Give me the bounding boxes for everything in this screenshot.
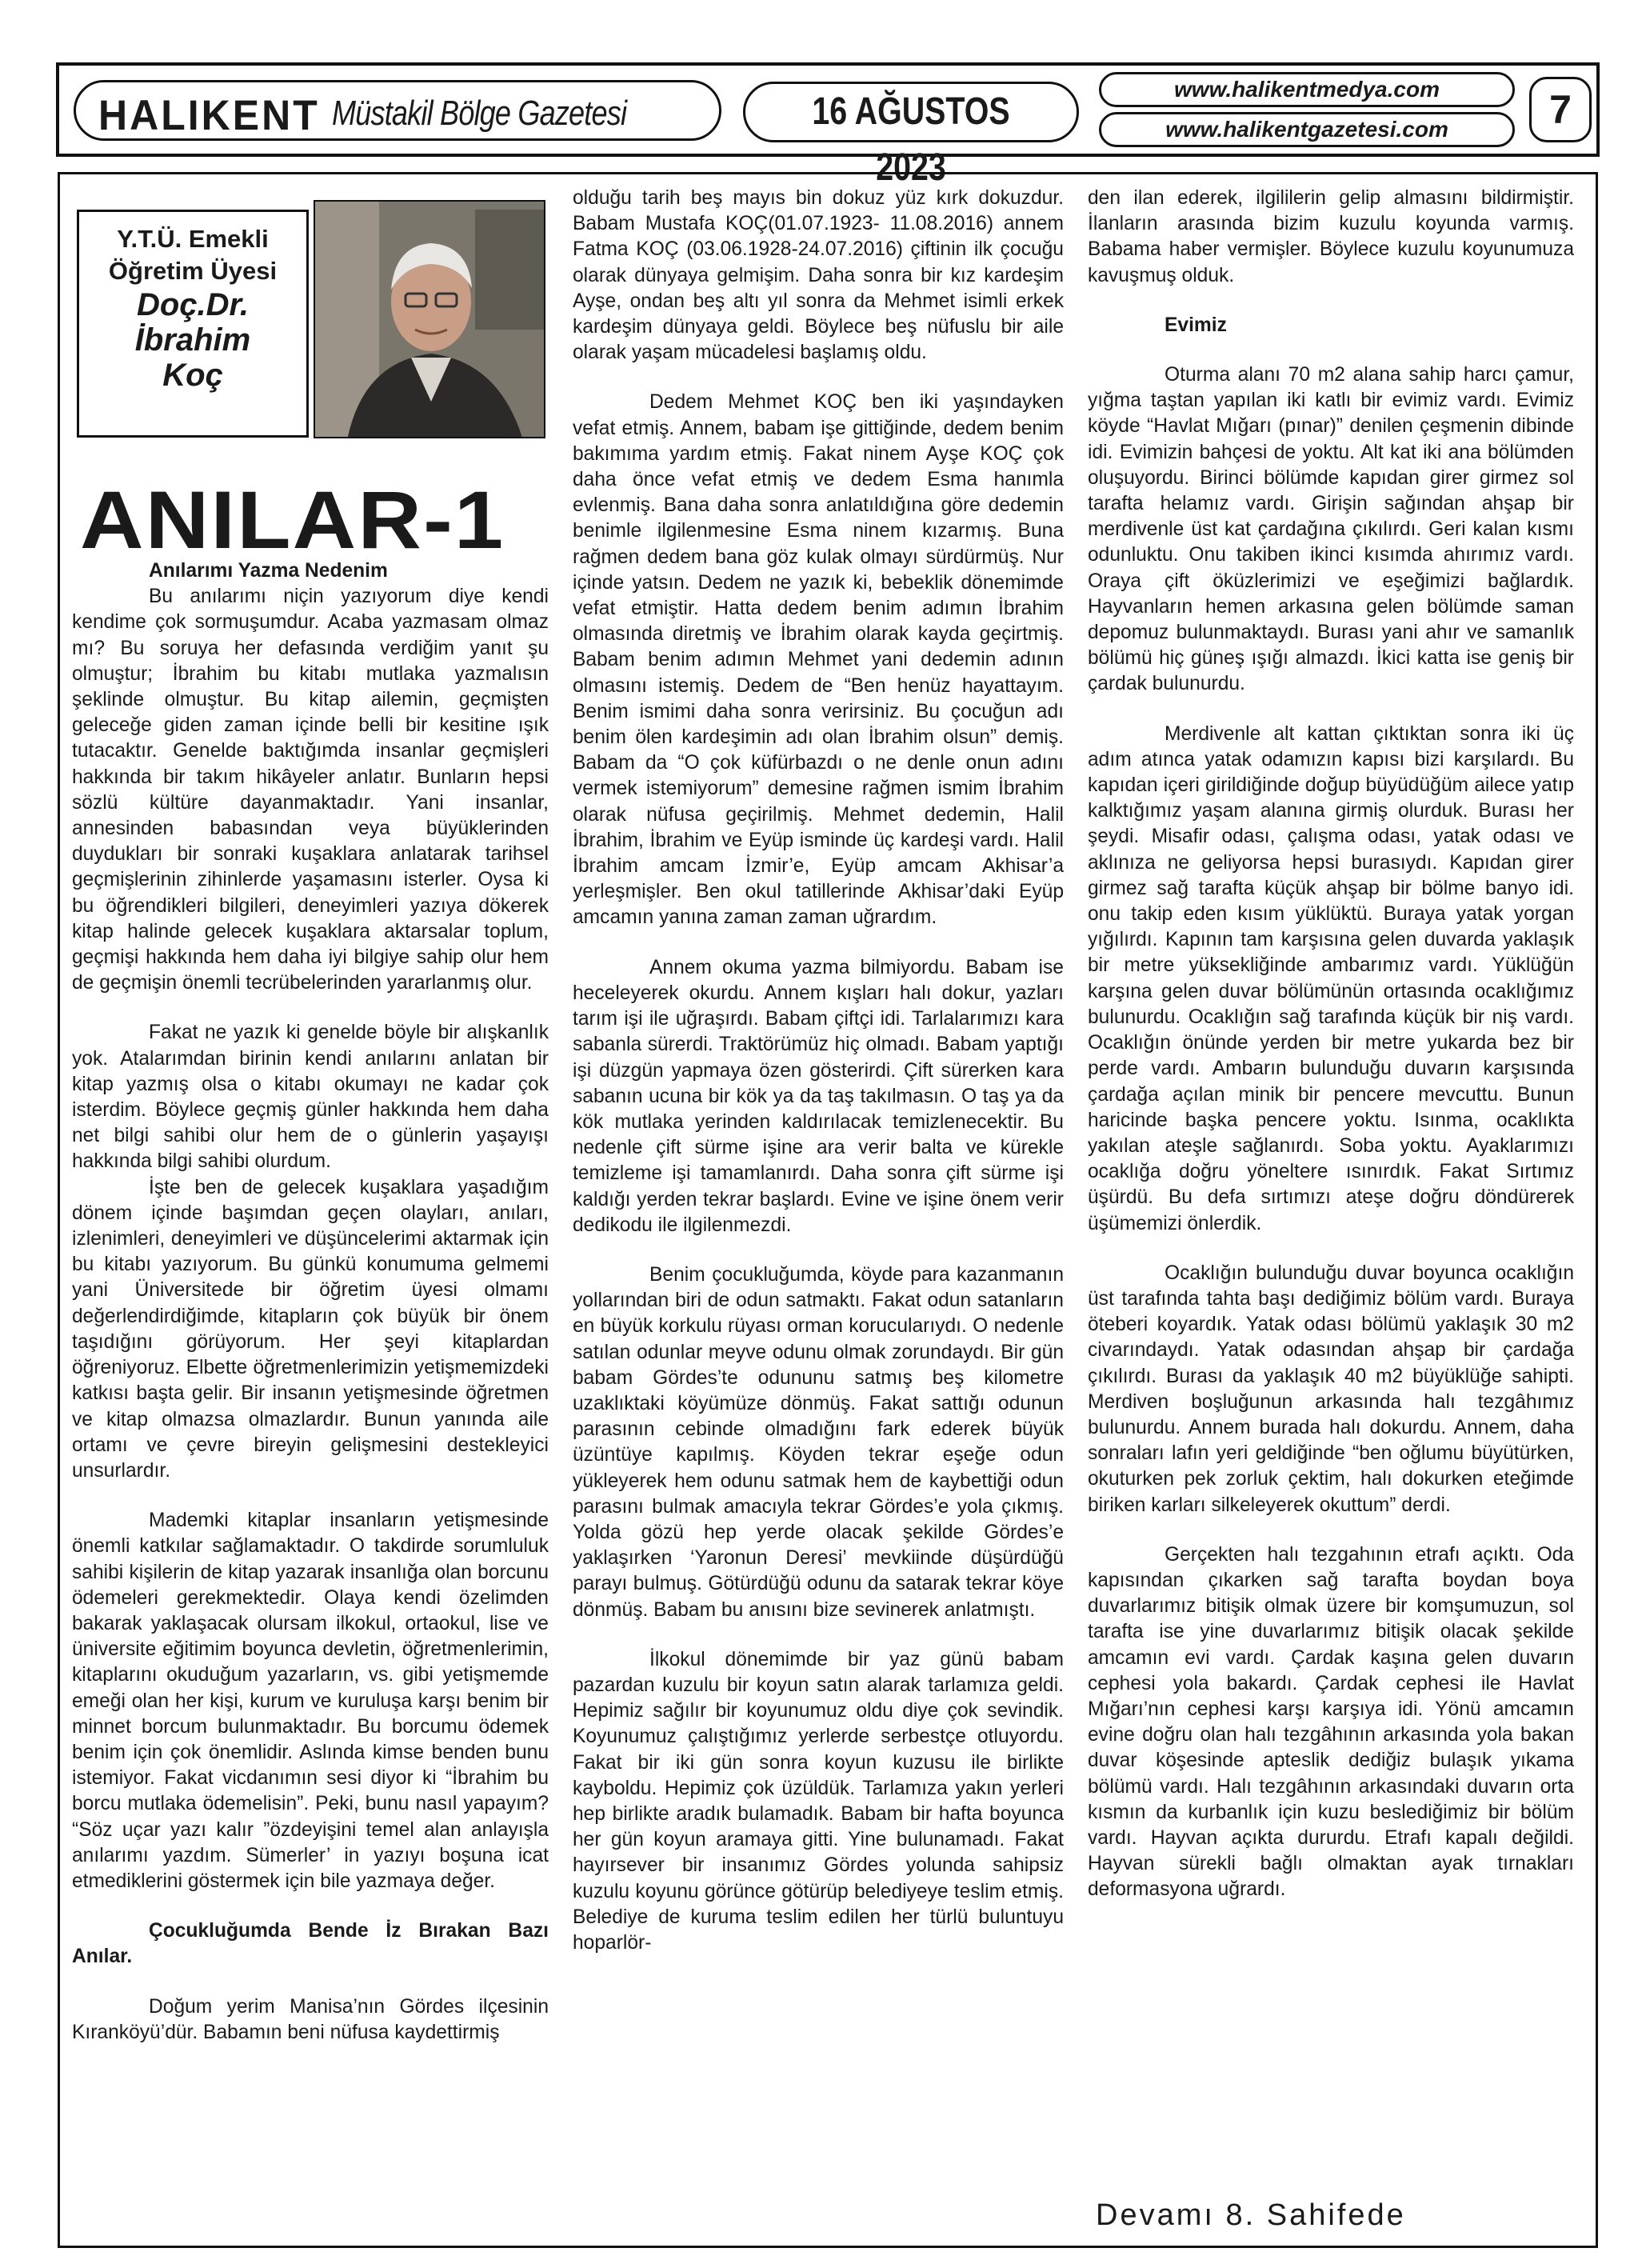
article-headline: ANILAR-1 [80,474,505,566]
author-title-1: Y.T.Ü. Emekli [117,225,269,253]
author-first-name: İbrahim [134,322,251,358]
paragraph-gap [72,1970,549,1994]
article-column-2 [573,186,1064,1956]
author-title-2: Öğretim Üyesi [108,257,278,285]
paragraph-gap [1088,1518,1574,1542]
url-box-2 [1099,112,1515,147]
paragraph-gap [72,996,549,1020]
paragraph: olduğu tarih beş mayıs bin dokuz yüz kırk dokuzdur. Babam Mustafa KOÇ(01.07.1923- 11.08.2016) annem Fatma KOÇ (03.06.1928-24.07.2016) çiftinin ilk çocuğu olarak dünyaya gelmişim. Daha sonra bir kız kardeşim Ayşe, ondan beş altı yıl sonra da Mehmet isimli erkek kardeşim dünyaya geldi. Böylece beş nüfuslu bir aile olarak yaşam mücadelesi başlamış oldu. [573,187,1064,364]
paragraph-gap [1088,338,1574,362]
paragraph: Benim çocukluğumda, köyde para kazanmanın yollarından biri de odun satmaktı. Fakat odun satanların en büyük korkulu rüyası orman korucularıydı. O nedenle satılan odunlar meyve odunu olmak zorundaydı. Bir gün babam Gördes’te odununu satmış beş kilometre uzaklıktaki köyümüze dönmüş. Fakat sattığı odunun parasının cebinde olmadığını fark ederek büyük üzüntüye kapılmış. Köyden tekrar eşeğe odun yükleyerek hem odunu satmak hem de kaybettiği odun parasını bulmak amacıyla tekrar Gördes’e yola çıkmış. Yolda gözü hep yerde olacak şekilde Gördes’e yaklaşırken ‘Yaronun Deresi’ mevkiinde düşürdüğü parayı bulmuş. Götürdüğü odunu da satarak tekrar köye dönmüş. Babam bu anısını bize sevinerek anlatmıştı. [573,1263,1064,1621]
paragraph: Ocaklığın bulunduğu duvar boyunca ocaklığın üst tarafında tahta başı dediğimiz bölüm vardı. Buraya öteberi koyardık. Yatak odası bölümü yaklaşık 30 m2 civarındaydı. Yatak odasından ahşap bir çardağa çıkılırdı. Burası da yaklaşık 40 m2 büyüklüğe sahipti. Merdiven boşluğunun arkasında halı tezgâhımız bulunurdu. Annem burada halı dokurdu. Annem, daha sonraları lafın yeri geldiğinde “ben oğlumu büyütürken, okuturken pek zorluk çektim, halı dokurken eteğimde biriken karları silkeleyerek okuttum” derdi. [1088,1262,1574,1516]
paragraph-gap [573,1238,1064,1262]
paragraph: Doğum yerim Manisa’nın Gördes ilçesinin Kıranköyü’dür. Babamın beni nüfusa kaydettirmiş [72,1995,549,2043]
masthead [56,62,1600,189]
paragraph: Evimiz [1165,314,1227,336]
paragraph: Çocukluğumda Bende İz Bırakan Bazı Anılar. [72,1920,549,1968]
paragraph-gap [573,1623,1064,1647]
paragraph-gap [1088,698,1574,722]
url-box-1 [1099,72,1515,107]
paragraph-gap [72,1894,549,1918]
issue-date: 16 AĞUSTOS 2023 [812,90,1010,189]
paragraph: den ilan ederek, ilgililerin gelip almasını bildirmiştir. İlanların arasında bizim kuzulu koyunda varmış. Babama haber vermişler. Böylece kuzulu koyunumuza kavuşmuş olduk. [1088,187,1574,286]
article-column-3 [1088,186,1574,1903]
author-box [77,210,309,438]
brand-box [74,80,721,141]
page-number: 7 [1549,87,1572,132]
paragraph: Fakat ne yazık ki genelde böyle bir alışkanlık yok. Atalarımdan birinin kendi anılarını anlatan bir kitap yazmış olsa o kitabı okumayı ne kadar çok isterdim. Böylece geçmiş günler hakkında hem daha net bilgi sahibi olur hem de o günlerin yaşayışı hakkında bilgi sahibi olurdum. [72,1022,549,1173]
brand-name: HALIKENT [98,91,320,139]
paragraph-gap [1088,1237,1574,1261]
article-column-1 [72,558,549,2046]
paragraph: Annem okuma yazma bilmiyordu. Babam ise heceleyerek okurdu. Annem kışları halı dokur, yazları tarım işi ile uğraşırdı. Babam çiftçi idi. Tarlalarımızı kara sabanla sürerdi. Traktörümüz hiç olmadı. Babam yaptığı işi düzgün yapmaya özen gösterirdi. Çift sürerken kara sabanın ucuna bir kök ya da taş takılmasın. O taş ya da kök mutlaka yerinden kaldırılacak temizlenecektir. Bu nedenle çift sürme işine ara verir balta ve kürekle temizleme işi tamamlanırdı. Daha sonra çift sürme işi kaldığı yerden tekrar başlardı. Evine ve işine önem verir dedikodu ile ilgilenmezdi. [573,956,1064,1236]
brand-tagline: Müstakil Bölge Gazetesi [332,94,627,133]
url-1: www.halikentmedya.com [1174,77,1440,102]
paragraph-gap [573,931,1064,955]
page-number-box [1529,77,1592,142]
paragraph: Mademki kitaplar insanların yetişmesinde önemli katkılar sağlamaktadır. O takdirde sorumluluk sahibi kişilerin de kitap yazarak insanlığa olan borcunu ödemeleri gerekmektedir. Olaya kendi özelimden bakarak yaklaşacak olursam ilkokul, ortaokul, lise ve üniversite eğitimim boyunca devletin, öğretmenlerimin, kitaplarını okuduğum yazarların, vs. gibi yetişmemde emeği olan her kişi, kurum ve kuruluşa karşı benim bir minnet borcum bulunmaktadır. Bu borcumu ödemek benim için çok önemlidir. Aslında kimse benden bunu istemiyor. Fakat vicdanımın sesi diyor ki “İbrahim bu borcu mutlaka ödemelisin”. Peki, bunu nasıl yapayım? “Söz uçar yazı kalır ”özdeyişini temel alan anlayışla anılarımı yazdım. Sümerler’ in yazıyı boşuna icat etmediklerini göstermek için bile yazmaya değer. [72,1510,549,1892]
paragraph: Gerçekten halı tezgahının etrafı açıktı. Oda kapısından çıkarken sağ tarafta boydan boya duvarlarımız bitişik olmak üzere bir komşumuzun, sol tarafta ise yine duvarlarımız bitişik olacak şekilde amcamın evi vardı. Çardak kaşına gelen duvarın cephesi yola bakardı. Çardak cephesi ile Havlat Mığarı’nın cephesi karşı karşıya idi. Yönü amcamın evine doğru olan halı tezgâhının arkasında yola bakan duvar köşesinde apteslik dediğiz bulaşık yıkama bölümü vardı. Halı tezgâhının arkasındaki duvarın orta kısmın da kurbanlık için kuzu beslediğimiz bir bölüm vardı. Hayvan açıkta dururdu. Etrafı kapalı değildi. Hayvan sürekli bağlı olmaktan ayak tırnakları deformasyona uğrardı. [1088,1543,1574,1901]
author-last-name: Koç [162,358,223,393]
paragraph-gap [1088,289,1574,313]
paragraph: İşte ben de gelecek kuşaklara yaşadığım dönem içinde başımdan geçen olayları, anıları, izlenimleri, deneyimleri ve düşüncelerimi aktarmak için bu kitabı yazıyorum. Bu günkü konumuma gelmemi yani Üniversitede bir öğretim üyesi olmamı değerlendirdiğimde, kitapların çok büyük bir önem taşıdığını görüyorum. Her şeyi kitaplardan öğreniyoruz. Elbette öğretmenlerimizin yetişmemizdeki katkısı başta gelir. Bir insanın yetişmesinde öğretmen ve kitap olmazsa olmazlardır. Bunun yanında aile ortamı ve çevre bireyin gelişmesini destekleyici unsurlardır. [72,1176,549,1482]
url-2: www.halikentgazetesi.com [1165,117,1448,142]
paragraph: Merdivenle alt kattan çıktıktan sonra iki üç adım atınca yatak odamızın kapısı bizi karşılardı. Bu kapıdan içeri girildiğinde doğup büyüdüğüm ailece yatıp kalktığımız yaşam alanına girmiş olurduk. Burası her şeydi. Misafir odası, çalışma odası, yatak odası ve aklınıza ne geliyorsa hepsi burasıydı. Kapıdan girer girmez sağ tarafta küçük ahşap bir bölme banyo idi. onu takip eden kısım yüklüktü. Buraya yatak yorgan yığılırdı. Kapının tam karşısına gelen duvarda yaklaşık bir metre yüksekliğinde ambarımız vardı. Yüklüğün karşına gelen duvar bölümünün ortasında ocaklığımız bulunurdu. Ocaklığın sağ tarafında küçük bir niş vardı. Ocaklığın önünde yerden bir metre yukarda bez bir perde vardı. Ambarın bulunduğu duvarın karşısında çardağa açılan minik bir pencere mevcuttu. Bunun haricinde başka pencere yoktu. Isınma, ocaklıkta yakılan ateşle sağlanırdı. Soba yoktu. Ayaklarımızı ocaklığa doğru yöneltere ısınırdık. Fakat Sırtımız üşürdü. Bu defa sırtımızı ateşe doğru döndürerek üşümemizi önlerdik. [1088,722,1574,1234]
paragraph: Dedem Mehmet KOÇ ben iki yaşındayken vefat etmiş. Annem, babam işe gittiğinde, dedem benim bakımıma yardım etmiş. Fakat ninem Ayşe KOÇ çok daha önce vefat etmiş ve dedem Esma hanımla evlenmiş. Bana daha sonra anlatıldığına göre dedemin benimle ilgilenmesine Esma ninem kızarmış. Buna rağmen dedem bana göz kulak olmayı sürdürmüş. Nur içinde yatsın. Dedem ne yazık ki, bebeklik dönemimde vefat etmiştir. Hatta dedem benim adımın İbrahim olmasında diretmiş ve İbrahim olarak kayda geçirtmiş. Babam benim adımın Mehmet yani dedemin adının olmasını istemiş. Dedem de “Ben henüz hayattayım. Benim ismimi daha sonra verirsiniz. Bu çocuğun adı benim ölen kardeşimin adı olan İbrahim olsun” demiş. Babam da “O çok küfürbazdı o ne denle onun adını vermek istemiyorum” demesine rağmen ismim İbrahim olarak nüfusa geçirilmiş. Mehmet dedemin, Halil İbrahim, İbrahim ve Eyüp isminde üç kardeşi vardı. Halil İbrahim amcam İzmir’e, Eyüp amcam Akhisar’a yerleşmişler. Ben okul tatillerinde Akhisar’daki Eyüp amcamın yanına zaman zaman uğrardım. [573,391,1064,929]
continued-note: Devamı 8. Sahifede [1096,2198,1406,2232]
date-box [743,82,1079,189]
paragraph: Oturma alanı 70 m2 alana sahip harcı çamur, yığma taştan yapılan iki katlı bir evimiz vardı. Evimiz köyde “Havlat Mığarı (pınar)” denilen çeşmenin dibinde idi. Evimizin bahçesi de yoktu. Alt kat iki ana bölümden oluşuyordu. Birinci bölümde kapıdan girer girmez sol tarafta helamız vardı. Girişin sağından ahşap bir merdivenle üst kat çardağına çıkılırdı. Geri kalan kısmı odunluktu. Onu takiben ikinci kısımda ahırımız vardı. Oraya çift öküzlerimizi ve eşeğimizi bağlardık. Hayvanların hemen arkasına gelen bölümde saman depomuz bulunmaktaydı. Burası yani ahır ve samanlık bölümü hiç güneş ışığı almazdı. İkici katta ise geniş bir çardak bulunurdu. [1088,364,1574,695]
paragraph: Bu anılarımı niçin yazıyorum diye kendi kendime çok sormuşumdur. Acaba yazmasam olmaz mı? Bu soruya her defasında verdiğim yanıt şu olmuştur; İbrahim bu kitabı mutlaka yazmalısın şeklinde olmuştur. Bu kitap ailemin, geçmişten geleceğe giden zaman içinde belli bir kesitine ışık tutacaktır. Genelde baktığımda insanlar geçmişleri hakkında bir takım hikâyeler anlatır. Bunların hepsi sözlü kültüre dayanmaktadır. Yani insanlar, annesinden babasından veya büyüklerinden duydukları bir sonraki kuşaklara anlatarak tarihsel geçmişlerinin zihinlerde yaşamasını isterler. Oysa ki bu öğrendikleri bilgileri, deneyimleri yazıya dökerek kitap halinde gelecek kuşaklara aktarsalar toplum, geçmişi hakkında hem daha iyi bilgiye sahip olur hem de geçmişin önemli tecrübelerinden yararlanmış olur. [72,586,549,994]
paragraph: İlkokul dönemimde bir yaz günü babam pazardan kuzulu bir koyun satın alarak tarlamıza geldi. Hepimiz sağılır bir koyunumuz oldu diye çok sevindik. Koyunumuz çalıştığımız yerlerde serbestçe otluyordu. Fakat bir iki gün sonra koyun kuzusu ile birlikte kayboldu. Hepimiz çok üzüldük. Tarlamıza yakın yerleri hep birlikte aradık bulamadık. Babam bir hafta boyunca her gün koyun aramaya gitti. Yine bulunamadı. Fakat hayırsever bir insanımız Gördes yolunda sahipsiz kuzulu koyunu görünce götürüp belediyeye teslim etmiş. Belediye de kuruma teslim edilen her türlü buluntuyu hoparlör- [573,1648,1064,1954]
paragraph-gap [72,1484,549,1508]
paragraph-gap [573,366,1064,390]
author-degree: Doç.Dr. [136,287,250,322]
paragraph: Anılarımı Yazma Nedenim [149,560,388,582]
author-photo [314,200,545,438]
